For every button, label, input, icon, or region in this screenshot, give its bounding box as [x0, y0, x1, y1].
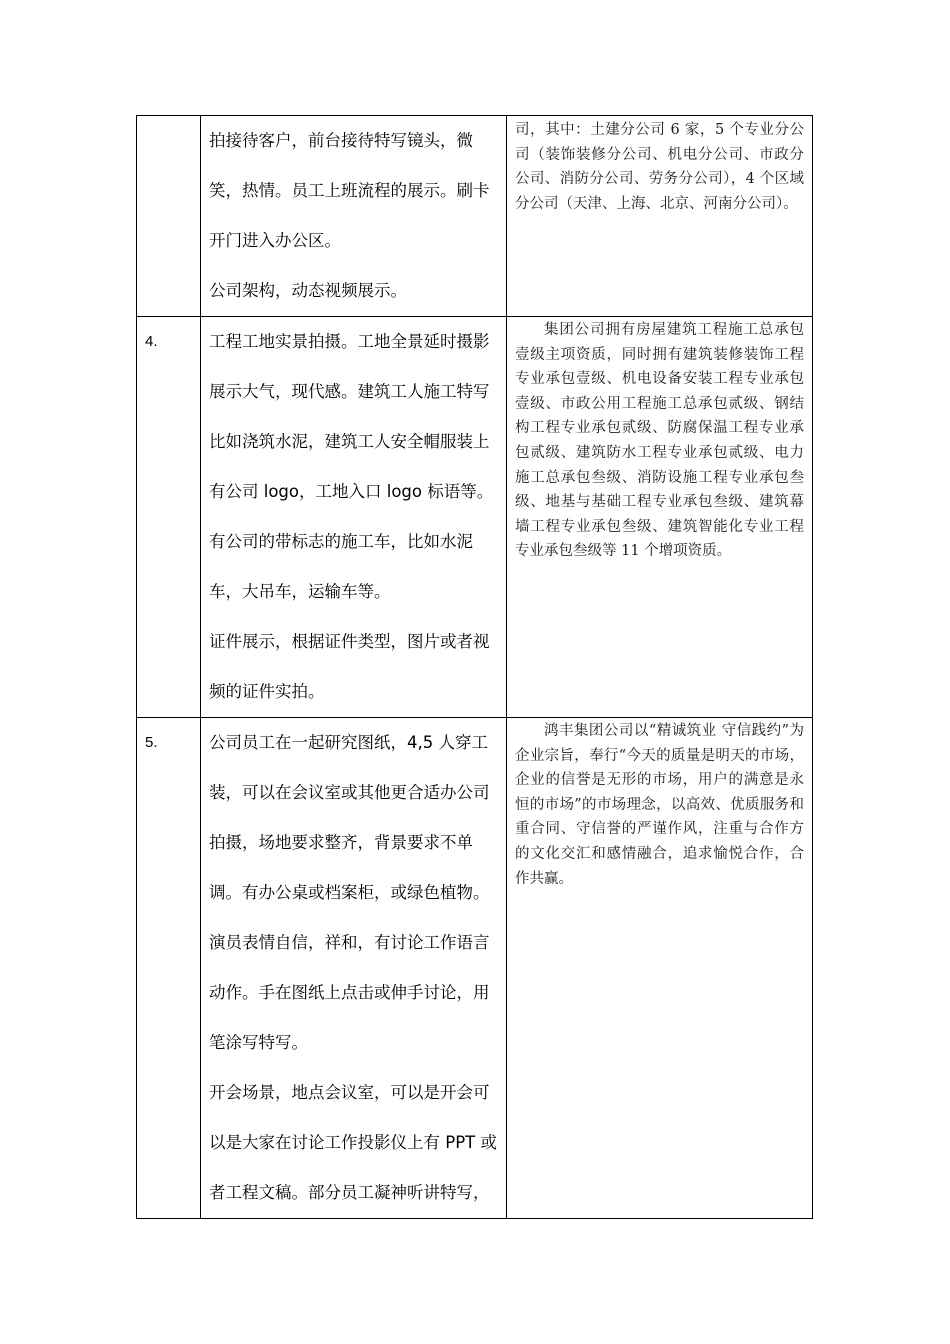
content-paragraph: 鸿丰集团公司以“精诚筑业 守信践约”为企业宗旨，奉行“今天的质量是明天的市场，企业的信誉是无形的市场，用户的满意是永恒的市场”的市场理念，以高效、优质服务和重合同、守信誉的严谨作风，注重与合作方的文化交汇和感情融合，追求愉悦合作，合作共赢。	[515, 723, 804, 887]
table-row	[137, 116, 813, 317]
row-number: 5.	[145, 734, 158, 751]
description-paragraph: 证件展示，根据证件类型，图片或者视频的证件实拍。	[209, 632, 490, 701]
description-paragraph: 公司员工在一起研究图纸，4,5 人穿工装，可以在会议室或其他更合适办公司拍摄，场地要求整齐，背景要求不单调。有办公桌或档案柜，或绿色植物。演员表情自信，祥和，有讨论工作语言动作。手在图纸上点击或伸手讨论，用笔涂写特写。	[209, 733, 490, 1052]
row-number: 4.	[145, 333, 158, 350]
table-row	[137, 317, 813, 718]
description-cell	[201, 718, 507, 1219]
content-cell	[507, 317, 813, 718]
description-paragraph: 有公司的带标志的施工车，比如水泥车，大吊车，运输车等。	[209, 532, 473, 601]
shooting-plan-table	[136, 115, 813, 1219]
row-number-cell	[137, 718, 201, 1219]
row-number-cell	[137, 116, 201, 317]
content-paragraph: 集团公司拥有房屋建筑工程施工总承包壹级主项资质，同时拥有建筑装修装饰工程专业承包壹级、机电设备安装工程专业承包壹级、市政公用工程施工总承包贰级、钢结构工程专业承包贰级、防腐保温工程专业承包贰级、建筑防水工程专业承包贰级、电力施工总承包叁级、消防设施工程专业承包叁级、地基与基础工程专业承包叁级、建筑幕墙工程专业承包叁级、建筑智能化专业工程专业承包叁级等 11 个增项资质。	[515, 322, 804, 560]
description-cell	[201, 116, 507, 317]
description-cell	[201, 317, 507, 718]
description-paragraph: 开会场景，地点会议室，可以是开会可以是大家在讨论工作投影仪上有 PPT 或者工程文稿。部分员工凝神听讲特写，	[209, 1083, 497, 1202]
description-paragraph: 拍接待客户，前台接待特写镜头，微笑，热情。员工上班流程的展示。刷卡开门进入办公区。	[209, 131, 490, 250]
table-row	[137, 718, 813, 1219]
description-paragraph: 工程工地实景拍摄。工地全景延时摄影展示大气，现代感。建筑工人施工特写比如浇筑水泥，建筑工人安全帽服装上有公司 logo，工地入口 logo 标语等。	[209, 332, 494, 501]
content-cell	[507, 718, 813, 1219]
row-number	[137, 116, 200, 132]
content-paragraph: 司，其中：土建分公司 6 家，5 个专业分公司（装饰装修分公司、机电分公司、市政分公司、消防分公司、劳务分公司），4 个区域分公司（天津、上海、北京、河南分公司）。	[515, 122, 804, 212]
description-paragraph: 公司架构，动态视频展示。	[209, 281, 407, 300]
row-number-cell	[137, 317, 201, 718]
content-cell	[507, 116, 813, 317]
